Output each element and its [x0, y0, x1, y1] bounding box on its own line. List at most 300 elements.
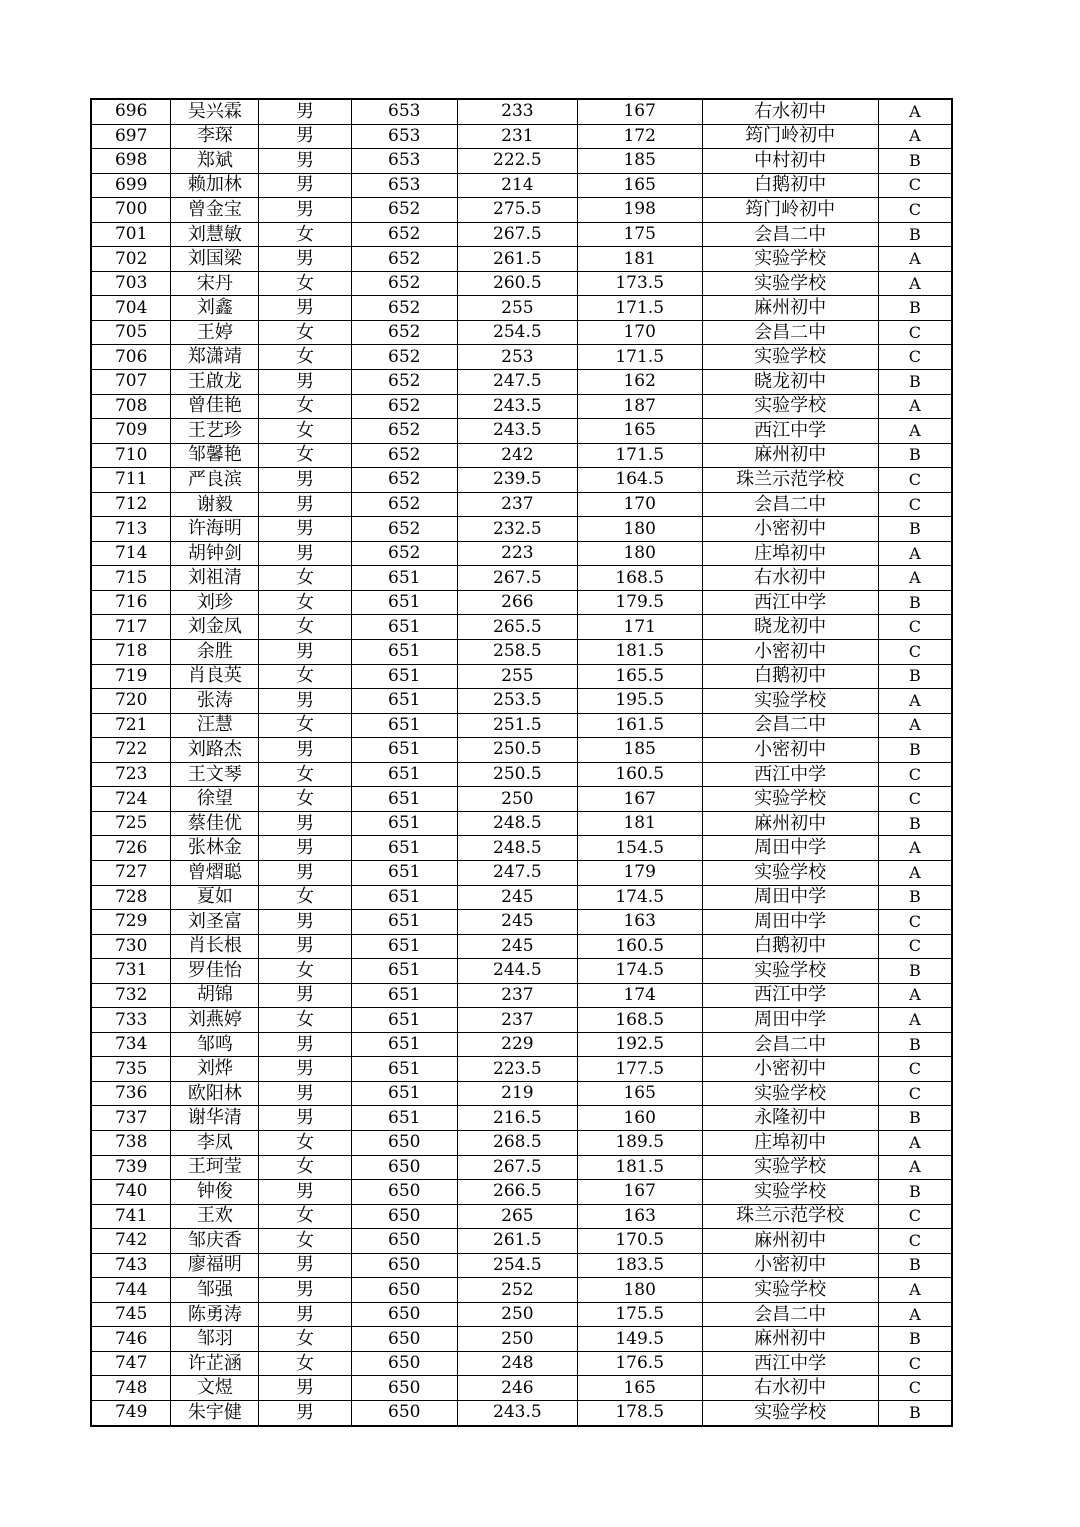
score-one-cell: 223 [457, 541, 577, 566]
score-one-cell: 222.5 [457, 149, 577, 174]
school-cell: 小密初中 [702, 1253, 878, 1278]
score-one-cell: 252 [457, 1278, 577, 1303]
row-number-cell: 697 [91, 124, 171, 149]
name-cell: 曾佳艳 [171, 394, 259, 419]
grade-cell: C [878, 640, 952, 665]
school-cell: 会昌二中 [702, 1032, 878, 1057]
score-one-cell: 246 [457, 1376, 577, 1401]
grade-cell: A [878, 541, 952, 566]
grade-cell: B [878, 1400, 952, 1425]
row-number-cell: 749 [91, 1400, 171, 1425]
score-two-cell: 181 [577, 811, 702, 836]
gender-cell: 女 [259, 1229, 351, 1254]
total-score-cell: 651 [351, 615, 457, 640]
total-score-cell: 651 [351, 934, 457, 959]
total-score-cell: 653 [351, 173, 457, 198]
score-two-cell: 154.5 [577, 836, 702, 861]
school-cell: 麻州初中 [702, 1229, 878, 1254]
table-row [91, 566, 952, 591]
school-cell: 周田中学 [702, 910, 878, 935]
score-one-cell: 260.5 [457, 271, 577, 296]
row-number-cell: 728 [91, 885, 171, 910]
row-number-cell: 707 [91, 370, 171, 395]
grade-cell: C [878, 787, 952, 812]
grade-cell: C [878, 173, 952, 198]
row-number-cell: 734 [91, 1032, 171, 1057]
table-row [91, 492, 952, 517]
score-two-cell: 181.5 [577, 1155, 702, 1180]
row-number-cell: 708 [91, 394, 171, 419]
row-number-cell: 729 [91, 910, 171, 935]
score-two-cell: 162 [577, 370, 702, 395]
total-score-cell: 652 [351, 222, 457, 247]
total-score-cell: 651 [351, 713, 457, 738]
total-score-cell: 653 [351, 149, 457, 174]
row-number-cell: 705 [91, 320, 171, 345]
total-score-cell: 651 [351, 664, 457, 689]
score-one-cell: 244.5 [457, 959, 577, 984]
gender-cell: 女 [259, 1130, 351, 1155]
score-one-cell: 275.5 [457, 198, 577, 223]
school-cell: 珠兰示范学校 [702, 1204, 878, 1229]
grade-cell: A [878, 860, 952, 885]
total-score-cell: 651 [351, 1008, 457, 1033]
name-cell: 文煜 [171, 1376, 259, 1401]
total-score-cell: 650 [351, 1229, 457, 1254]
gender-cell: 女 [259, 959, 351, 984]
total-score-cell: 651 [351, 1081, 457, 1106]
score-one-cell: 267.5 [457, 222, 577, 247]
score-two-cell: 170 [577, 492, 702, 517]
row-number-cell: 712 [91, 492, 171, 517]
gender-cell: 女 [259, 713, 351, 738]
gender-cell: 男 [259, 640, 351, 665]
row-number-cell: 720 [91, 689, 171, 714]
table-row [91, 959, 952, 984]
score-one-cell: 267.5 [457, 566, 577, 591]
table-row [91, 541, 952, 566]
grade-cell: C [878, 1204, 952, 1229]
score-one-cell: 265 [457, 1204, 577, 1229]
table-row [91, 370, 952, 395]
total-score-cell: 651 [351, 787, 457, 812]
gender-cell: 男 [259, 370, 351, 395]
name-cell: 谢毅 [171, 492, 259, 517]
table-row [91, 320, 952, 345]
score-two-cell: 180 [577, 541, 702, 566]
row-number-cell: 739 [91, 1155, 171, 1180]
table-row [91, 1106, 952, 1131]
score-two-cell: 187 [577, 394, 702, 419]
name-cell: 曾金宝 [171, 198, 259, 223]
row-number-cell: 706 [91, 345, 171, 370]
grade-cell: B [878, 222, 952, 247]
table-row [91, 1376, 952, 1401]
name-cell: 宋丹 [171, 271, 259, 296]
grade-cell: B [878, 738, 952, 763]
grade-cell: B [878, 811, 952, 836]
score-two-cell: 163 [577, 1204, 702, 1229]
gender-cell: 女 [259, 1327, 351, 1352]
gender-cell: 女 [259, 1008, 351, 1033]
score-two-cell: 189.5 [577, 1130, 702, 1155]
gender-cell: 女 [259, 1351, 351, 1376]
score-one-cell: 247.5 [457, 370, 577, 395]
score-two-cell: 160.5 [577, 934, 702, 959]
school-cell: 小密初中 [702, 738, 878, 763]
name-cell: 王文琴 [171, 762, 259, 787]
name-cell: 邹庆香 [171, 1229, 259, 1254]
score-one-cell: 242 [457, 443, 577, 468]
name-cell: 夏如 [171, 885, 259, 910]
score-one-cell: 255 [457, 664, 577, 689]
school-cell: 白鹅初中 [702, 173, 878, 198]
grade-cell: A [878, 566, 952, 591]
name-cell: 严良滨 [171, 468, 259, 493]
grade-cell: C [878, 1081, 952, 1106]
table-row [91, 1204, 952, 1229]
name-cell: 刘祖清 [171, 566, 259, 591]
table-row [91, 345, 952, 370]
score-two-cell: 163 [577, 910, 702, 935]
score-two-cell: 165 [577, 1081, 702, 1106]
score-one-cell: 223.5 [457, 1057, 577, 1082]
gender-cell: 男 [259, 1057, 351, 1082]
table-row [91, 836, 952, 861]
score-two-cell: 171 [577, 615, 702, 640]
table-row [91, 173, 952, 198]
gender-cell: 男 [259, 811, 351, 836]
table-body [91, 99, 952, 1426]
name-cell: 邹鸣 [171, 1032, 259, 1057]
table-row [91, 1081, 952, 1106]
total-score-cell: 651 [351, 910, 457, 935]
gender-cell: 男 [259, 198, 351, 223]
score-two-cell: 171.5 [577, 345, 702, 370]
total-score-cell: 651 [351, 590, 457, 615]
score-one-cell: 233 [457, 99, 577, 124]
score-one-cell: 243.5 [457, 1400, 577, 1425]
grade-cell: A [878, 1130, 952, 1155]
grade-cell: A [878, 983, 952, 1008]
table-row [91, 713, 952, 738]
table-row [91, 1032, 952, 1057]
total-score-cell: 651 [351, 959, 457, 984]
table-row [91, 443, 952, 468]
name-cell: 肖长根 [171, 934, 259, 959]
score-two-cell: 160.5 [577, 762, 702, 787]
gender-cell: 男 [259, 910, 351, 935]
score-two-cell: 167 [577, 99, 702, 124]
score-one-cell: 248.5 [457, 811, 577, 836]
row-number-cell: 730 [91, 934, 171, 959]
total-score-cell: 650 [351, 1180, 457, 1205]
grade-cell: B [878, 517, 952, 542]
gender-cell: 男 [259, 99, 351, 124]
name-cell: 徐望 [171, 787, 259, 812]
name-cell: 胡锦 [171, 983, 259, 1008]
grade-cell: A [878, 836, 952, 861]
total-score-cell: 651 [351, 860, 457, 885]
table-row [91, 1008, 952, 1033]
row-number-cell: 741 [91, 1204, 171, 1229]
grade-cell: C [878, 762, 952, 787]
school-cell: 会昌二中 [702, 1302, 878, 1327]
name-cell: 吴兴霖 [171, 99, 259, 124]
row-number-cell: 722 [91, 738, 171, 763]
school-cell: 白鹅初中 [702, 664, 878, 689]
grade-cell: A [878, 247, 952, 272]
row-number-cell: 726 [91, 836, 171, 861]
row-number-cell: 727 [91, 860, 171, 885]
score-two-cell: 198 [577, 198, 702, 223]
score-one-cell: 250.5 [457, 738, 577, 763]
school-cell: 实验学校 [702, 787, 878, 812]
school-cell: 小密初中 [702, 1057, 878, 1082]
score-one-cell: 250 [457, 1302, 577, 1327]
name-cell: 刘金凤 [171, 615, 259, 640]
gender-cell: 女 [259, 320, 351, 345]
total-score-cell: 650 [351, 1351, 457, 1376]
gender-cell: 男 [259, 1032, 351, 1057]
grade-cell: C [878, 1351, 952, 1376]
score-two-cell: 181 [577, 247, 702, 272]
score-two-cell: 180 [577, 517, 702, 542]
total-score-cell: 651 [351, 566, 457, 591]
school-cell: 中村初中 [702, 149, 878, 174]
school-cell: 晓龙初中 [702, 615, 878, 640]
name-cell: 郑斌 [171, 149, 259, 174]
name-cell: 刘圣富 [171, 910, 259, 935]
grade-cell: B [878, 1327, 952, 1352]
table-row [91, 1302, 952, 1327]
gender-cell: 女 [259, 1155, 351, 1180]
name-cell: 张涛 [171, 689, 259, 714]
total-score-cell: 652 [351, 370, 457, 395]
gender-cell: 男 [259, 983, 351, 1008]
score-two-cell: 195.5 [577, 689, 702, 714]
school-cell: 周田中学 [702, 1008, 878, 1033]
table-row [91, 149, 952, 174]
score-one-cell: 216.5 [457, 1106, 577, 1131]
row-number-cell: 745 [91, 1302, 171, 1327]
school-cell: 实验学校 [702, 1081, 878, 1106]
name-cell: 邹馨艳 [171, 443, 259, 468]
total-score-cell: 651 [351, 811, 457, 836]
table-row [91, 811, 952, 836]
school-cell: 会昌二中 [702, 713, 878, 738]
grade-cell: A [878, 394, 952, 419]
results-table [90, 98, 953, 1427]
score-one-cell: 245 [457, 910, 577, 935]
school-cell: 庄埠初中 [702, 541, 878, 566]
total-score-cell: 652 [351, 271, 457, 296]
score-two-cell: 175 [577, 222, 702, 247]
total-score-cell: 652 [351, 345, 457, 370]
grade-cell: C [878, 198, 952, 223]
score-one-cell: 261.5 [457, 1229, 577, 1254]
table-row [91, 910, 952, 935]
score-two-cell: 160 [577, 1106, 702, 1131]
row-number-cell: 701 [91, 222, 171, 247]
score-two-cell: 174.5 [577, 885, 702, 910]
row-number-cell: 699 [91, 173, 171, 198]
name-cell: 欧阳林 [171, 1081, 259, 1106]
school-cell: 永隆初中 [702, 1106, 878, 1131]
name-cell: 刘慧敏 [171, 222, 259, 247]
name-cell: 赖加林 [171, 173, 259, 198]
table-row [91, 271, 952, 296]
total-score-cell: 650 [351, 1327, 457, 1352]
grade-cell: B [878, 370, 952, 395]
gender-cell: 男 [259, 1253, 351, 1278]
score-two-cell: 165 [577, 1376, 702, 1401]
score-one-cell: 237 [457, 492, 577, 517]
row-number-cell: 724 [91, 787, 171, 812]
table-row [91, 983, 952, 1008]
name-cell: 王啟龙 [171, 370, 259, 395]
gender-cell: 女 [259, 762, 351, 787]
school-cell: 珠兰示范学校 [702, 468, 878, 493]
score-two-cell: 167 [577, 1180, 702, 1205]
row-number-cell: 746 [91, 1327, 171, 1352]
school-cell: 小密初中 [702, 640, 878, 665]
grade-cell: A [878, 689, 952, 714]
school-cell: 西江中学 [702, 983, 878, 1008]
gender-cell: 男 [259, 738, 351, 763]
total-score-cell: 650 [351, 1204, 457, 1229]
table-row [91, 517, 952, 542]
row-number-cell: 709 [91, 419, 171, 444]
grade-cell: C [878, 1376, 952, 1401]
score-one-cell: 253 [457, 345, 577, 370]
name-cell: 刘路杰 [171, 738, 259, 763]
total-score-cell: 652 [351, 517, 457, 542]
row-number-cell: 747 [91, 1351, 171, 1376]
score-two-cell: 171.5 [577, 443, 702, 468]
table-row [91, 934, 952, 959]
gender-cell: 男 [259, 860, 351, 885]
table-row [91, 590, 952, 615]
total-score-cell: 651 [351, 885, 457, 910]
name-cell: 王欢 [171, 1204, 259, 1229]
school-cell: 晓龙初中 [702, 370, 878, 395]
score-two-cell: 180 [577, 1278, 702, 1303]
gender-cell: 男 [259, 1278, 351, 1303]
table-row [91, 1278, 952, 1303]
grade-cell: A [878, 1278, 952, 1303]
table-row [91, 1180, 952, 1205]
grade-cell: B [878, 885, 952, 910]
score-one-cell: 254.5 [457, 1253, 577, 1278]
row-number-cell: 698 [91, 149, 171, 174]
name-cell: 朱宇健 [171, 1400, 259, 1425]
total-score-cell: 651 [351, 1032, 457, 1057]
row-number-cell: 721 [91, 713, 171, 738]
score-one-cell: 253.5 [457, 689, 577, 714]
score-one-cell: 250 [457, 1327, 577, 1352]
grade-cell: A [878, 713, 952, 738]
grade-cell: C [878, 910, 952, 935]
table-row [91, 738, 952, 763]
row-number-cell: 719 [91, 664, 171, 689]
table-row [91, 468, 952, 493]
row-number-cell: 696 [91, 99, 171, 124]
school-cell: 麻州初中 [702, 811, 878, 836]
name-cell: 肖良英 [171, 664, 259, 689]
grade-cell: B [878, 296, 952, 321]
table-row [91, 1351, 952, 1376]
gender-cell: 男 [259, 517, 351, 542]
school-cell: 实验学校 [702, 689, 878, 714]
score-two-cell: 183.5 [577, 1253, 702, 1278]
grade-cell: C [878, 615, 952, 640]
name-cell: 刘国梁 [171, 247, 259, 272]
gender-cell: 女 [259, 566, 351, 591]
school-cell: 西江中学 [702, 762, 878, 787]
table-row [91, 762, 952, 787]
row-number-cell: 703 [91, 271, 171, 296]
school-cell: 周田中学 [702, 885, 878, 910]
name-cell: 钟俊 [171, 1180, 259, 1205]
row-number-cell: 717 [91, 615, 171, 640]
name-cell: 胡钟剑 [171, 541, 259, 566]
grade-cell: A [878, 1302, 952, 1327]
table-row [91, 124, 952, 149]
school-cell: 会昌二中 [702, 320, 878, 345]
total-score-cell: 653 [351, 99, 457, 124]
row-number-cell: 748 [91, 1376, 171, 1401]
name-cell: 邹羽 [171, 1327, 259, 1352]
score-two-cell: 174 [577, 983, 702, 1008]
score-two-cell: 177.5 [577, 1057, 702, 1082]
score-one-cell: 268.5 [457, 1130, 577, 1155]
total-score-cell: 650 [351, 1130, 457, 1155]
score-two-cell: 185 [577, 738, 702, 763]
gender-cell: 男 [259, 1106, 351, 1131]
gender-cell: 女 [259, 443, 351, 468]
school-cell: 右水初中 [702, 1376, 878, 1401]
grade-cell: A [878, 271, 952, 296]
score-two-cell: 165 [577, 173, 702, 198]
school-cell: 白鹅初中 [702, 934, 878, 959]
name-cell: 许芷涵 [171, 1351, 259, 1376]
score-one-cell: 237 [457, 1008, 577, 1033]
name-cell: 刘烨 [171, 1057, 259, 1082]
score-two-cell: 185 [577, 149, 702, 174]
score-two-cell: 172 [577, 124, 702, 149]
name-cell: 蔡佳优 [171, 811, 259, 836]
table-row [91, 1229, 952, 1254]
score-two-cell: 178.5 [577, 1400, 702, 1425]
score-two-cell: 165.5 [577, 664, 702, 689]
score-one-cell: 266.5 [457, 1180, 577, 1205]
score-two-cell: 171.5 [577, 296, 702, 321]
name-cell: 邹强 [171, 1278, 259, 1303]
score-two-cell: 176.5 [577, 1351, 702, 1376]
school-cell: 筠门岭初中 [702, 124, 878, 149]
grade-cell: A [878, 419, 952, 444]
gender-cell: 男 [259, 149, 351, 174]
total-score-cell: 652 [351, 320, 457, 345]
total-score-cell: 652 [351, 394, 457, 419]
score-two-cell: 161.5 [577, 713, 702, 738]
grade-cell: A [878, 1155, 952, 1180]
row-number-cell: 738 [91, 1130, 171, 1155]
grade-cell: C [878, 1057, 952, 1082]
grade-cell: B [878, 1180, 952, 1205]
total-score-cell: 652 [351, 296, 457, 321]
